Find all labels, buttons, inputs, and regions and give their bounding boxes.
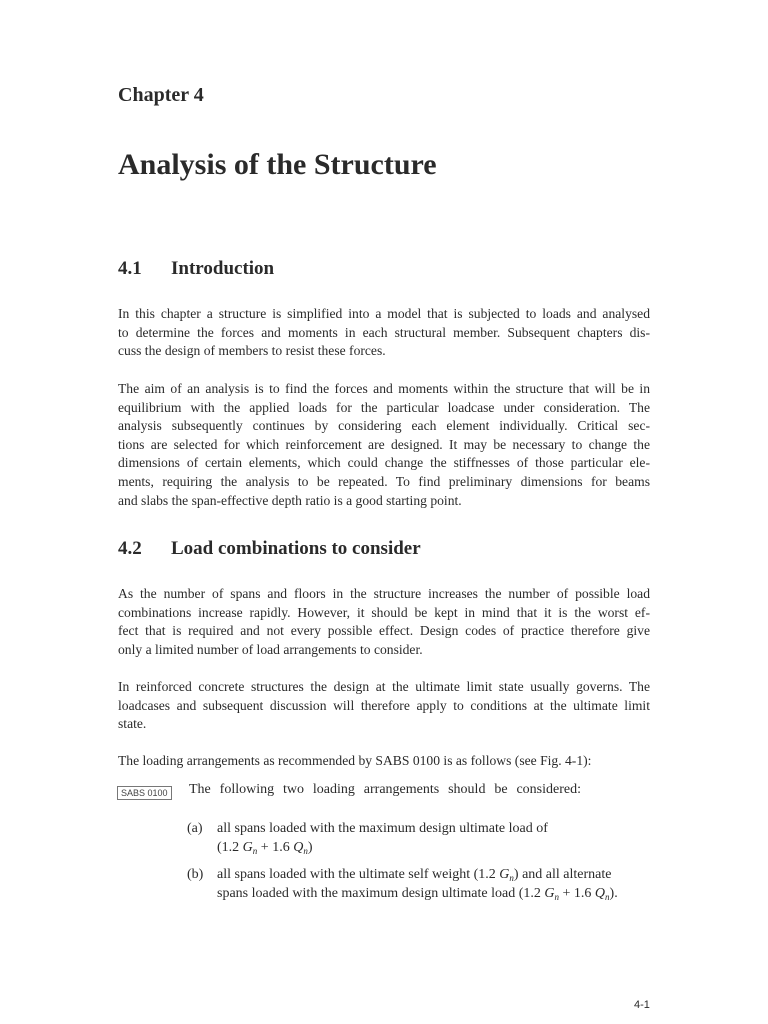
- sabs-reference-tag: SABS 0100: [117, 786, 172, 800]
- section-title: Load combinations to consider: [171, 538, 421, 559]
- chapter-label: Chapter 4: [118, 84, 204, 106]
- list-item-text: spans loaded with the maximum design ultimate load (1.2 $G_n + 1.6$ $Q_n$).: [217, 885, 618, 902]
- text-line: combinations increase rapidly. However, it should be kept in mind that it is the worst ef-: [118, 604, 650, 620]
- paragraph-intro-2: [118, 380, 650, 510]
- arrangements-intro: The following two loading arrangements should be considered:: [189, 782, 581, 797]
- list-item-label: (a): [187, 821, 203, 836]
- text-line: to determine the forces and moments in each structural member. Subsequent chapters dis-: [118, 324, 650, 340]
- text-line: The loading arrangements as recommended by SABS 0100 is as follows (see Fig. 4-1):: [118, 753, 592, 768]
- text-line: analysis subsequently continues by considering each element individually. Critical sec-: [118, 418, 650, 434]
- text-line: loadcases and subsequent discussion will therefore apply to conditions at the ultimate limit: [118, 697, 650, 713]
- text-line: The aim of an analysis is to find the forces and moments within the structure that will be in: [118, 381, 650, 396]
- text-line: tions are selected for which reinforcement are designed. It may be necessary to change the: [118, 436, 650, 452]
- text-line: only a limited number of load arrangements to consider.: [118, 641, 423, 657]
- page-number: 4-1: [634, 999, 650, 1011]
- list-item-formula: (1.2 $G_n + 1.6$ $Q_n$): [217, 839, 313, 856]
- paragraph-load-3: [118, 752, 650, 771]
- text-line: state.: [118, 716, 147, 732]
- text-line: As the number of spans and floors in the structure increases the number of possible load: [118, 586, 650, 601]
- text-line: ments, requiring the analysis to be repeated. To find preliminary dimensions for beams: [118, 473, 650, 489]
- text-line: cuss the design of members to resist these forces.: [118, 343, 386, 359]
- paragraph-intro-1: [118, 305, 650, 361]
- list-item-text: all spans loaded with the maximum design ultimate load of: [217, 821, 548, 836]
- text-line: In this chapter a structure is simplified into a model that is subjected to loads and analysed: [118, 306, 650, 321]
- section-title: Introduction: [171, 258, 275, 279]
- section-number: 4.1: [118, 258, 142, 279]
- text-line: equilibrium with the applied loads for the particular loadcase under consideration. The: [118, 399, 650, 415]
- text-line: dimensions of certain elements, which could change the stiffnesses of those particular ele-: [118, 455, 650, 471]
- paragraph-load-1: [118, 585, 650, 659]
- section-heading-4-2: [118, 538, 421, 560]
- section-heading-4-1: [118, 258, 274, 280]
- text-line: and slabs the span-effective depth ratio is a good starting point.: [118, 492, 462, 508]
- list-item-text: all spans loaded with the ultimate self weight (1.2 $G_n$) and all alternate: [217, 867, 612, 883]
- text-line: fect that is required and not every possible effect. Design codes of practice therefore give: [118, 623, 650, 639]
- paragraph-load-2: [118, 678, 650, 734]
- text-line: In reinforced concrete structures the design at the ultimate limit state usually governs. The: [118, 679, 650, 694]
- chapter-title: Analysis of the Structure: [118, 148, 437, 181]
- list-item-label: (b): [187, 867, 204, 882]
- section-number: 4.2: [118, 538, 142, 559]
